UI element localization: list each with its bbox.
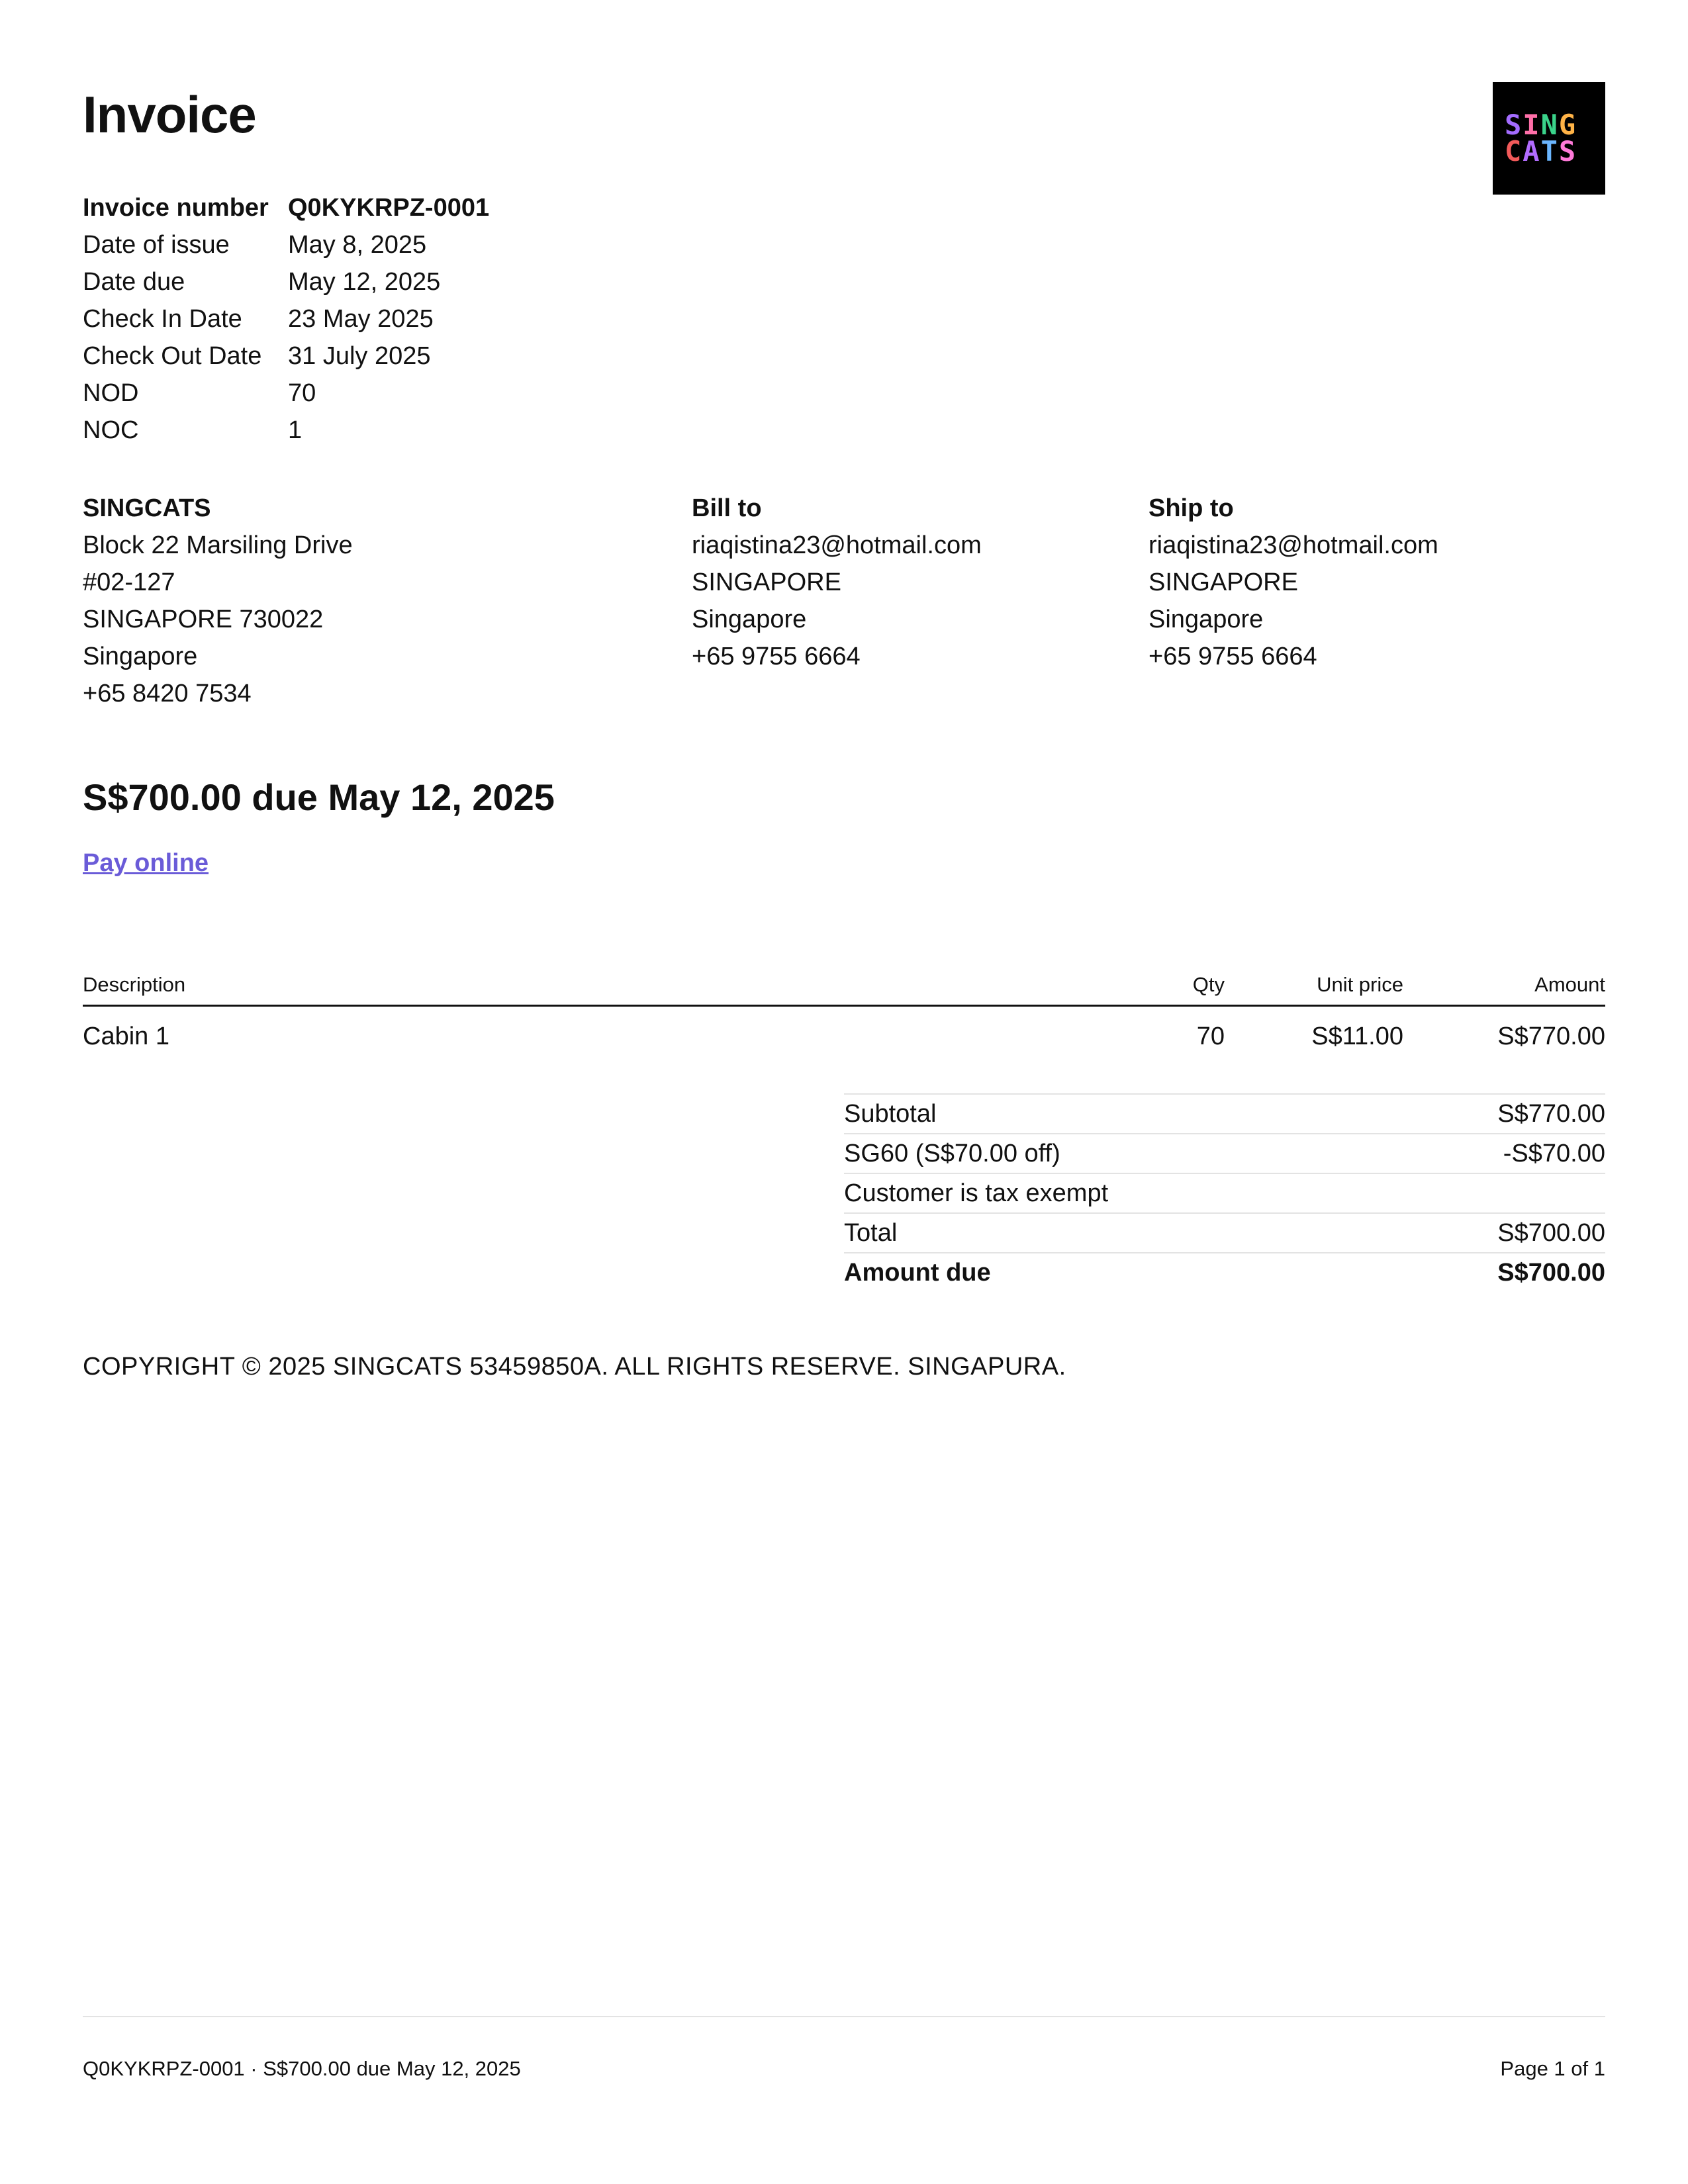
logo-letter: S <box>1558 135 1577 167</box>
logo-letter: S <box>1505 109 1523 141</box>
ship-to-heading: Ship to <box>1149 494 1234 522</box>
logo-letter: I <box>1523 109 1541 141</box>
from-line: #02-127 <box>83 569 175 596</box>
bill-to-heading: Bill to <box>692 494 762 522</box>
meta-row-check-out: Check Out Date 31 July 2025 <box>83 342 431 370</box>
bill-to-line: Singapore <box>692 606 807 633</box>
from-line: Singapore <box>83 643 198 670</box>
header-qty: Qty <box>1192 973 1225 996</box>
footer-invoice-summary: Q0KYKRPZ-0001 · S$700.00 due May 12, 2025 <box>83 2057 521 2080</box>
ship-to-line: riaqistina23@hotmail.com <box>1149 531 1438 559</box>
totals-row-subtotal: Subtotal S$770.00 <box>844 1093 1605 1133</box>
from-name: SINGCATS <box>83 494 211 522</box>
meta-row-nod: NOD 70 <box>83 379 316 407</box>
from-address <box>83 490 353 712</box>
meta-row-check-in: Check In Date 23 May 2025 <box>83 305 434 333</box>
copyright-notice: COPYRIGHT © 2025 SINGCATS 53459850A. ALL RIGHTS RESERVE. SINGAPURA. <box>83 1353 1066 1381</box>
meta-row-noc: NOC 1 <box>83 416 303 444</box>
ship-to-line: SINGAPORE <box>1149 569 1298 596</box>
pay-online-link[interactable]: Pay online <box>83 849 209 877</box>
meta-row-date-of-issue: Date of issue May 8, 2025 <box>83 231 427 259</box>
from-line: +65 8420 7534 <box>83 680 252 707</box>
meta-row-invoice-number: Invoice number Q0KYKRPZ-0001 <box>83 194 490 222</box>
bill-to-line: riaqistina23@hotmail.com <box>692 531 982 559</box>
header-description: Description <box>83 973 186 996</box>
logo-letter: C <box>1505 135 1523 167</box>
ship-to-address <box>1149 490 1438 675</box>
table-header <box>83 953 1605 1007</box>
amount-due-summary: S$700.00 due May 12, 2025 <box>83 776 555 818</box>
totals-row-total: Total S$700.00 <box>844 1212 1605 1252</box>
bill-to-line: SINGAPORE <box>692 569 841 596</box>
item-qty: 70 <box>1196 1023 1225 1050</box>
footer-page-number: Page 1 of 1 <box>1500 2057 1605 2080</box>
from-line: Block 22 Marsiling Drive <box>83 531 353 559</box>
logo-letter: N <box>1540 109 1559 141</box>
footer-divider <box>83 2016 1605 2017</box>
ship-to-line: +65 9755 6664 <box>1149 643 1317 670</box>
invoice-page <box>83 0 1605 2184</box>
from-line: SINGAPORE 730022 <box>83 606 324 633</box>
header-amount: Amount <box>1534 973 1605 996</box>
totals-row-discount: SG60 (S$70.00 off) -S$70.00 <box>844 1133 1605 1173</box>
bill-to-line: +65 9755 6664 <box>692 643 861 670</box>
table-row <box>83 1007 1605 1066</box>
meta-row-date-due: Date due May 12, 2025 <box>83 268 441 296</box>
invoice-meta <box>83 189 489 449</box>
item-description: Cabin 1 <box>83 1023 169 1050</box>
line-items-table <box>83 953 1605 1066</box>
header-unit-price: Unit price <box>1317 973 1403 996</box>
page-title: Invoice <box>83 85 256 144</box>
logo-letter: T <box>1540 135 1559 167</box>
ship-to-line: Singapore <box>1149 606 1264 633</box>
logo-line-2 <box>1505 135 1577 167</box>
bill-to-address <box>692 490 982 675</box>
item-amount: S$770.00 <box>1497 1023 1605 1050</box>
totals-summary <box>844 1093 1605 1292</box>
totals-row-tax: Customer is tax exempt <box>844 1173 1605 1212</box>
item-unit-price: S$11.00 <box>1311 1023 1403 1050</box>
logo-letter: G <box>1558 109 1577 141</box>
logo-letter: A <box>1523 135 1541 167</box>
totals-row-amount-due: Amount due S$700.00 <box>844 1252 1605 1292</box>
singcats-logo <box>1493 82 1605 195</box>
